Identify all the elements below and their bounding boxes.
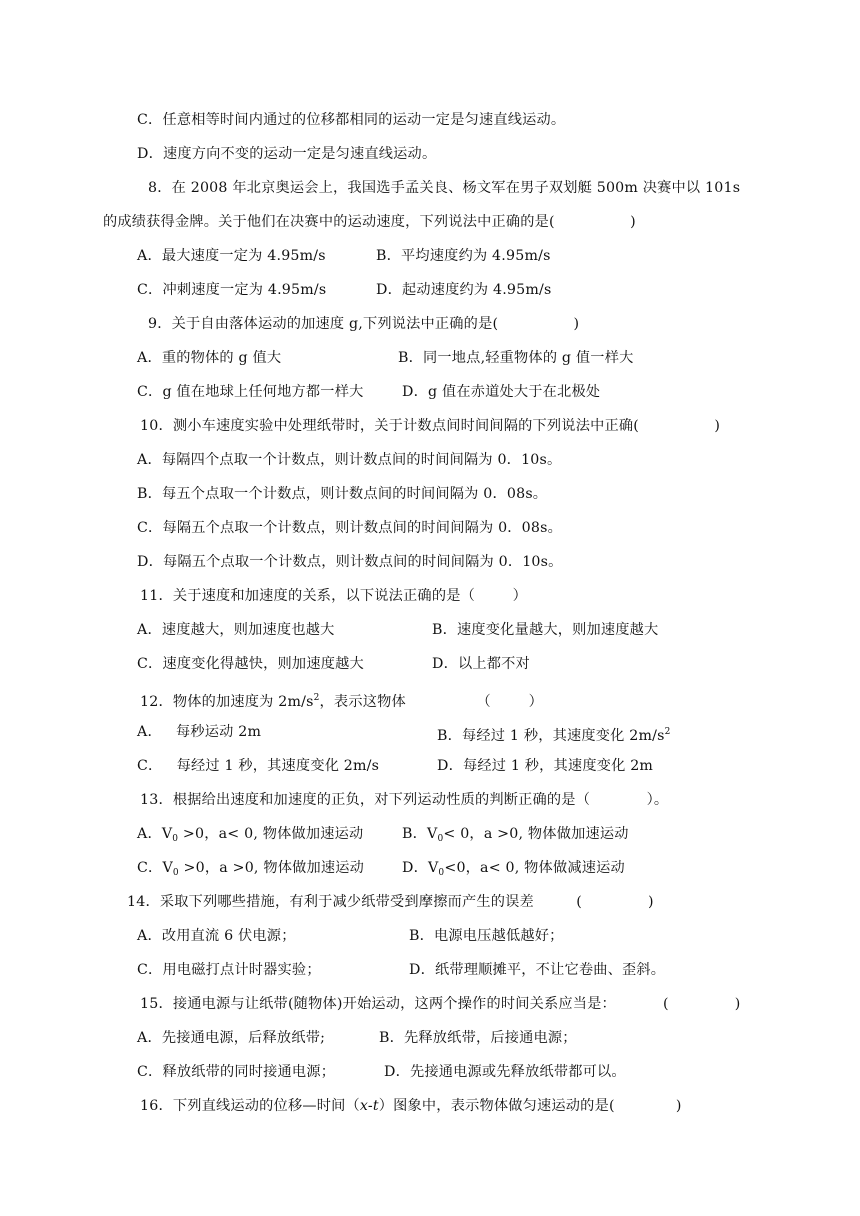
q13-option-c-text: >0，a >0, 物体做加速运动 xyxy=(178,860,365,876)
q12-option-d: D．每经过 1 秒，其速度变化 2m xyxy=(437,758,654,774)
q8-option-d: D．起动速度约为 4.95m/s xyxy=(376,282,552,298)
q9-option-d: D．g 值在赤道处大于在北极处 xyxy=(402,384,601,400)
q9-stem: 9．关于自由落体运动的加速度 g,下列说法中正确的是( ) xyxy=(148,316,580,332)
q13-option-b-text: < 0，a >0, 物体做加速运动 xyxy=(443,826,629,842)
q9-option-b: B．同一地点,轻重物体的 g 值一样大 xyxy=(398,350,634,366)
q11-option-c: C．速度变化得越快，则加速度越大 xyxy=(137,656,364,672)
q11-stem: 11．关于速度和加速度的关系，以下说法正确的是（ ） xyxy=(140,588,528,604)
q13-option-d-label: D．V xyxy=(402,860,439,876)
q12-stem xyxy=(140,688,543,712)
q13-option-b xyxy=(402,824,629,849)
q16-stem-variable: x-t xyxy=(359,1098,379,1114)
q14-option-a: A．改用直流 6 伏电源； xyxy=(137,928,296,944)
q10-option-d: D．每隔五个点取一个计数点，则计数点间的时间间隔为 0．10s。 xyxy=(137,554,563,570)
q12-option-a: A． 每秒运动 2m xyxy=(137,724,262,740)
q8-stem-line1: 8．在 2008 年北京奥运会上，我国选手孟关良、杨文军在男子双划艇 500m 决赛中以 101s xyxy=(148,180,741,196)
q11-option-a: A．速度越大，则加速度也越大 xyxy=(137,622,335,638)
q13-option-b-subscript: 0 xyxy=(437,834,444,844)
q9-option-a: A．重的物体的 g 值大 xyxy=(137,350,282,366)
q13-option-c xyxy=(137,858,364,883)
q11-option-d: D．以上都不对 xyxy=(432,656,530,672)
q13-option-c-subscript: 0 xyxy=(172,868,179,878)
q11-option-b: B．速度变化量越大，则加速度越大 xyxy=(432,622,659,638)
q8-stem-line2: 的成绩获得金牌。关于他们在决赛中的运动速度，下列说法中正确的是( ) xyxy=(103,214,636,230)
q13-option-d xyxy=(402,858,625,883)
q10-stem: 10．测小车速度实验中处理纸带时，关于计数点间时间间隔的下列说法中正确( ) xyxy=(140,418,721,434)
q12-stem-text: 12．物体的加速度为 2m/s xyxy=(140,694,314,710)
q8-option-b: B．平均速度约为 4.95m/s xyxy=(376,248,551,264)
q12-stem-exponent: 2 xyxy=(313,693,320,703)
q14-option-c: C．用电磁打点计时器实验； xyxy=(137,962,321,978)
q9-option-c: C．g 值在地球上任何地方都一样大 xyxy=(137,384,364,400)
q15-option-a: A．先接通电源，后释放纸带; xyxy=(137,1030,326,1046)
q14-option-b: B．电源电压越低越好； xyxy=(409,928,564,944)
q13-option-a-label: A．V xyxy=(137,826,173,842)
q10-option-b: B．每五个点取一个计数点，则计数点间的时间间隔为 0．08s。 xyxy=(137,486,548,502)
q12-option-c: C． 每经过 1 秒，其速度变化 2m/s xyxy=(137,758,380,774)
q13-option-d-subscript: 0 xyxy=(438,868,445,878)
q7-option-c: C．任意相等时间内通过的位移都相同的运动一定是匀速直线运动。 xyxy=(137,112,566,128)
q7-option-d: D．速度方向不变的运动一定是匀速直线运动。 xyxy=(137,146,437,162)
q13-option-b-label: B．V xyxy=(402,826,438,842)
q10-option-a: A．每隔四个点取一个计数点，则计数点间的时间间隔为 0．10s。 xyxy=(137,452,562,468)
q16-stem xyxy=(140,1096,682,1116)
q10-option-c: C．每隔五个点取一个计数点，则计数点间的时间间隔为 0．08s。 xyxy=(137,520,563,536)
q13-option-a-subscript: 0 xyxy=(172,834,179,844)
q12-option-b xyxy=(437,722,671,746)
q14-option-d: D．纸带理顺摊平，不让它卷曲、歪斜。 xyxy=(409,962,666,978)
q13-stem: 13．根据给出速度和加速度的正负，对下列运动性质的判断正确的是（ ）。 xyxy=(140,792,669,808)
q15-option-c: C．释放纸带的同时接通电源； xyxy=(137,1064,336,1080)
q16-stem-paren: ）图象中，表示物体做匀速运动的是( ) xyxy=(378,1098,682,1114)
q13-option-d-text: <0，a< 0, 物体做减速运动 xyxy=(444,860,625,876)
q13-option-a-text: >0，a< 0, 物体做加速运动 xyxy=(178,826,364,842)
q13-option-c-label: C．V xyxy=(137,860,173,876)
q8-option-a: A．最大速度一定为 4.95m/s xyxy=(137,248,326,264)
q15-stem: 15．接通电源与让纸带(随物体)开始运动，这两个操作的时间关系应当是： ( ) xyxy=(140,996,741,1012)
q12-option-b-exponent: 2 xyxy=(664,727,671,737)
q15-option-d: D．先接通电源或先释放纸带都可以。 xyxy=(384,1064,626,1080)
q16-stem-text: 16．下列直线运动的位移—时间（ xyxy=(140,1098,360,1114)
q12-option-b-text: B．每经过 1 秒，其速度变化 2m/s xyxy=(437,728,665,744)
q15-option-b: B．先释放纸带，后接通电源； xyxy=(379,1030,577,1046)
q12-stem-paren: ，表示这物体 （ ） xyxy=(319,694,543,710)
q14-stem: 14．采取下列哪些措施，有利于减少纸带受到摩擦而产生的误差 ( ) xyxy=(127,894,654,910)
q8-option-c: C．冲刺速度一定为 4.95m/s xyxy=(137,282,327,298)
q13-option-a xyxy=(137,824,363,849)
